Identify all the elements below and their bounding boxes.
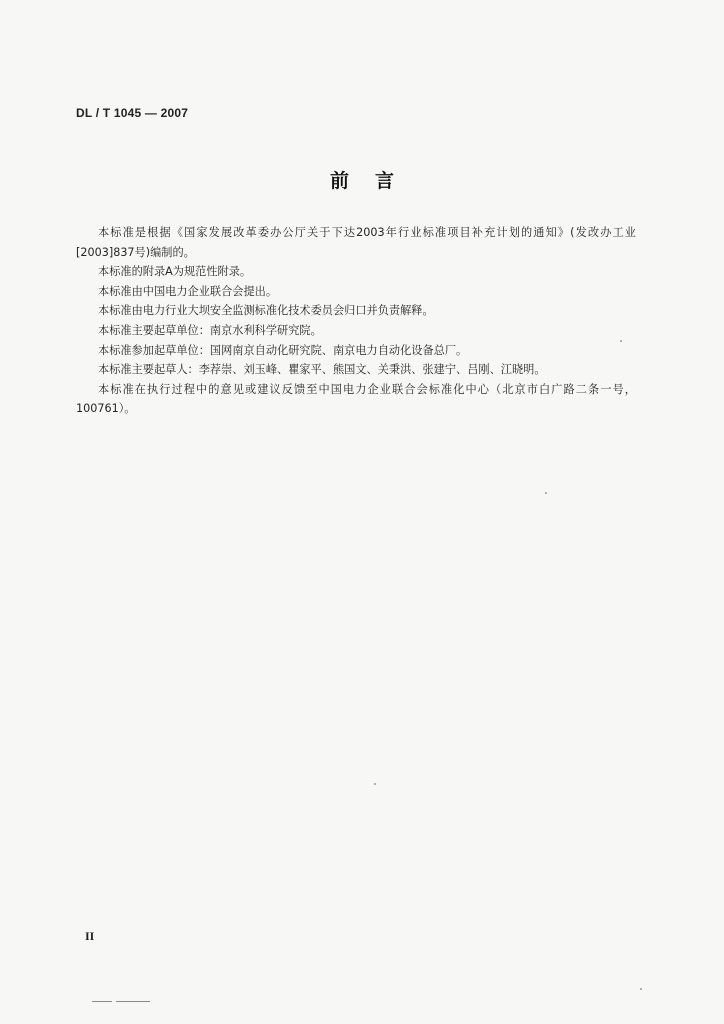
standard-code: DL / T 1045 — 2007 <box>76 106 189 120</box>
scan-artifact-dot <box>620 340 622 342</box>
paragraph-feedback: 本标准在执行过程中的意见或建议反馈至中国电力企业联合会标准化中心（北京市白广路二条一号，100761）。 <box>76 382 636 416</box>
paragraph-basis: 本标准是根据《国家发展改革委办公厅关于下达2003年行业标准项目补充计划的通知》(发改办工业[2003]837号)编制的。 <box>76 226 636 259</box>
paragraph-interpretation: 本标准由电力行业大坝安全监测标准化技术委员会归口并负责解释。 <box>98 304 434 318</box>
paragraph-main-drafters: 本标准主要起草人：李荐崇、刘玉峰、瞿家平、熊国文、关秉洪、张建宁、吕刚、江晓明。 <box>98 363 546 377</box>
foreword-body <box>76 223 636 419</box>
scan-artifact-line <box>116 1001 150 1002</box>
scan-artifact-dot <box>640 988 642 990</box>
paragraph-participating-units: 本标准参加起草单位：国网南京自动化研究院、南京电力自动化设备总厂。 <box>98 343 468 357</box>
paragraph-proposer: 本标准由中国电力企业联合会提出。 <box>98 284 278 298</box>
scan-artifact-line <box>92 1001 112 1002</box>
page-title: 前言 <box>329 170 420 192</box>
page-number: II <box>85 929 95 943</box>
paragraph-main-drafter-unit: 本标准主要起草单位：南京水利科学研究院。 <box>98 323 322 337</box>
scan-artifact-dot <box>374 783 376 785</box>
paragraph-appendix: 本标准的附录A为规范性附录。 <box>98 265 252 279</box>
scan-artifact-dot <box>545 492 547 494</box>
